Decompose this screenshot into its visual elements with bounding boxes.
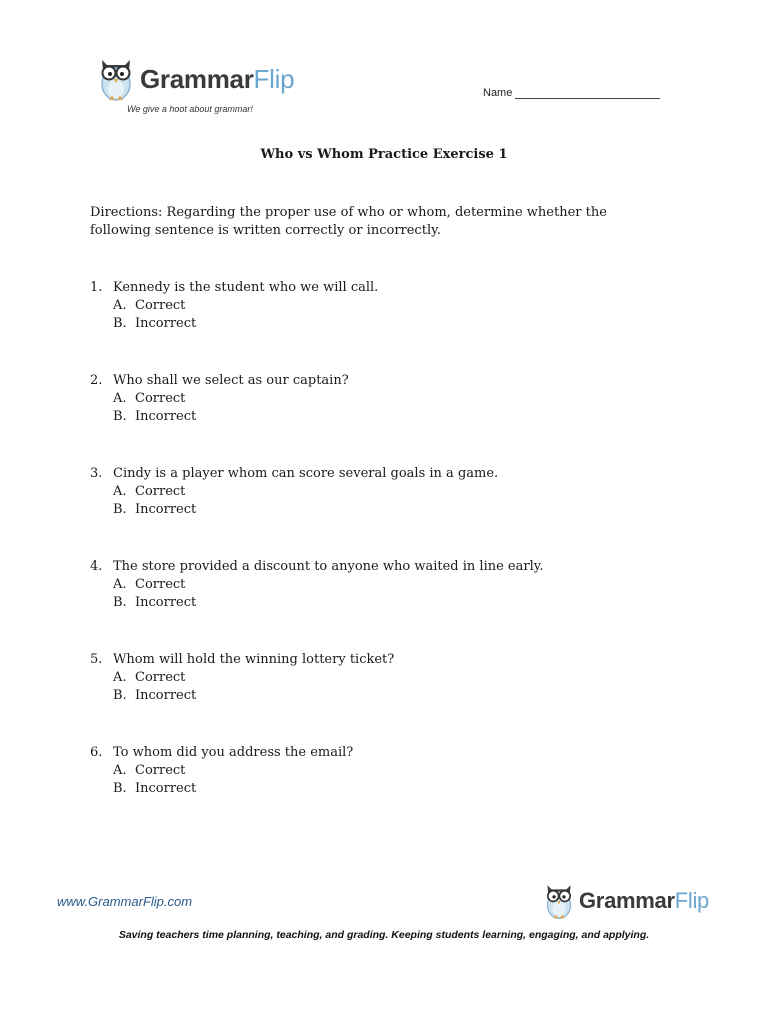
option-letter: A. [113, 391, 127, 406]
option-b[interactable] [90, 315, 690, 333]
option-label: Incorrect [135, 781, 197, 796]
logo-word-grammar: Grammar [579, 888, 675, 913]
question-text: Whom will hold the winning lottery ticket? [113, 652, 395, 667]
question-number: 6. [90, 745, 103, 760]
option-letter: B. [113, 502, 127, 517]
option-letter: A. [113, 670, 127, 685]
name-field[interactable] [483, 86, 660, 99]
footer-tagline: Saving teachers time planning, teaching, and grading. Keeping students learning, engaging, and applying. [118, 929, 650, 941]
option-letter: B. [113, 688, 127, 703]
option-b[interactable] [90, 594, 690, 612]
option-letter: B. [113, 781, 127, 796]
footer-logo [544, 882, 709, 920]
option-a[interactable] [90, 390, 690, 408]
option-label: Correct [135, 763, 186, 778]
question-item [90, 279, 690, 333]
option-letter: A. [113, 298, 127, 313]
option-letter: A. [113, 577, 127, 592]
page-title: Who vs Whom Practice Exercise 1 [260, 147, 508, 162]
option-label: Correct [135, 298, 186, 313]
logo-wordmark [579, 890, 709, 912]
header-logo [98, 56, 294, 102]
question-number: 1. [90, 280, 103, 295]
option-label: Correct [135, 577, 186, 592]
question-text: To whom did you address the email? [113, 745, 354, 760]
question-text: Who shall we select as our captain? [113, 373, 349, 388]
option-b[interactable] [90, 501, 690, 519]
option-b[interactable] [90, 780, 690, 798]
question-item [90, 558, 690, 612]
question-text: Cindy is a player whom can score several goals in a game. [113, 466, 499, 481]
option-letter: A. [113, 763, 127, 778]
option-label: Correct [135, 670, 186, 685]
question-number: 3. [90, 466, 103, 481]
option-b[interactable] [90, 687, 690, 705]
option-a[interactable] [90, 669, 690, 687]
name-label: Name [483, 87, 513, 99]
logo-word-grammar: Grammar [140, 64, 254, 94]
question-number: 4. [90, 559, 103, 574]
question-number: 2. [90, 373, 103, 388]
option-label: Incorrect [135, 316, 197, 331]
option-letter: B. [113, 316, 127, 331]
directions-text: Directions: Regarding the proper use of who or whom, determine whether the following sentence is written correctly or incorrectly. [90, 205, 607, 238]
logo-word-flip: Flip [253, 64, 295, 94]
owl-icon [544, 882, 574, 920]
option-letter: B. [113, 409, 127, 424]
question-number: 5. [90, 652, 103, 667]
option-letter: A. [113, 484, 127, 499]
option-a[interactable] [90, 297, 690, 315]
option-label: Incorrect [135, 409, 197, 424]
option-a[interactable] [90, 483, 690, 501]
option-a[interactable] [90, 576, 690, 594]
option-letter: B. [113, 595, 127, 610]
option-label: Incorrect [135, 502, 197, 517]
owl-icon [98, 56, 134, 102]
option-label: Incorrect [135, 688, 197, 703]
name-blank-line[interactable] [515, 86, 660, 99]
question-text: The store provided a discount to anyone who waited in line early. [113, 559, 544, 574]
question-text: Kennedy is the student who we will call. [113, 280, 379, 295]
option-label: Incorrect [135, 595, 197, 610]
option-label: Correct [135, 391, 186, 406]
option-a[interactable] [90, 762, 690, 780]
question-item [90, 465, 690, 519]
option-b[interactable] [90, 408, 690, 426]
logo-word-flip: Flip [674, 888, 709, 913]
question-item [90, 744, 690, 798]
option-label: Correct [135, 484, 186, 499]
question-item [90, 372, 690, 426]
logo-wordmark [140, 66, 294, 92]
question-list [90, 279, 690, 837]
header-tagline: We give a hoot about grammar! [127, 104, 253, 114]
question-item [90, 651, 690, 705]
footer-website-link[interactable]: www.GrammarFlip.com [57, 894, 193, 909]
